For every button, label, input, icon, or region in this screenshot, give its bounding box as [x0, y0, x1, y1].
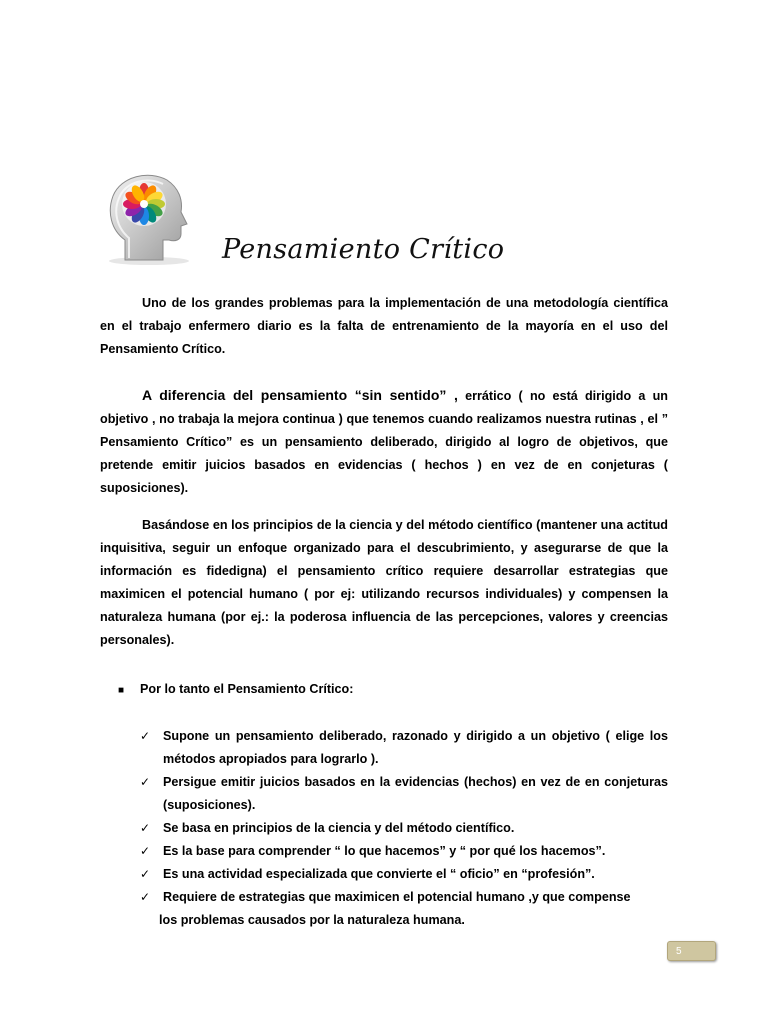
checkmark-icon: ✓ [140, 821, 151, 835]
square-bullet-icon: ■ [118, 685, 125, 696]
list-item [140, 840, 668, 863]
head-color-wheel-icon [103, 168, 195, 266]
page-number-badge: 5 [667, 941, 716, 961]
list-item-text: Requiere de estrategias que maximicen el potencial humano ,y que compense [163, 890, 631, 904]
page-title: Pensamiento Crítico [222, 234, 505, 265]
checkmark-icon: ✓ [140, 844, 151, 858]
paragraph-difference [100, 384, 668, 500]
paragraph-difference-body: errático ( no está dirigido a un objetivo , no trabaja la mejora continua ) que tenemos cuando realizamos nuestra rutinas , el ” Pensamiento Crítico” es un pensamiento deliberado, dirigido al logro de objetivos, que pretende emitir juicios basados en evidencias ( hechos ) en vez de en conjeturas ( suposiciones). [100, 389, 668, 495]
list-item-text: Es una actividad especializada que convierte el “ oficio” en “profesión”. [163, 867, 595, 881]
bullet-heading-text: Por lo tanto el Pensamiento Crítico: [140, 682, 354, 696]
list-item-text: Supone un pensamiento deliberado, razonado y dirigido a un objetivo ( elige los métodos apropiados para lograrlo ). [163, 729, 668, 766]
list-item [140, 886, 668, 932]
list-item-text: Se basa en principios de la ciencia y del método científico. [163, 821, 515, 835]
list-item-continuation: los problemas causados por la naturaleza humana. [159, 913, 465, 927]
list-item [140, 817, 668, 840]
paragraph-difference-lead: A diferencia del pensamiento “sin sentido” , [142, 387, 458, 403]
list-item-text: Persigue emitir juicios basados en la evidencias (hechos) en vez de en conjeturas (suposiciones). [163, 775, 668, 812]
bullet-heading [118, 679, 353, 701]
list-item [140, 863, 668, 886]
checkmark-icon: ✓ [140, 890, 151, 904]
checkmark-icon: ✓ [140, 775, 151, 789]
checkmark-icon: ✓ [140, 867, 151, 881]
list-item [140, 771, 668, 817]
checklist [140, 725, 668, 932]
paragraph-intro: Uno de los grandes problemas para la implementación de una metodología científica en el trabajo enfermero diario es la falta de entrenamiento de la mayoría en el uso del Pensamiento Crítico. [100, 296, 668, 356]
list-item-text: Es la base para comprender “ lo que hacemos” y “ por qué los hacemos”. [163, 844, 606, 858]
list-item [140, 725, 668, 771]
checkmark-icon: ✓ [140, 729, 151, 743]
paragraph-basis: Basándose en los principios de la ciencia y del método científico (mantener una actitud inquisitiva, seguir un enfoque organizado para el descubrimiento, y asegurarse de que la información es fidedigna) el pensamiento crítico requiere desarrollar estrategias que maximicen el potencial humano ( por ej: utilizando recursos individuales) y compensen la naturaleza humana (por ej.: la poderosa influencia de las percepciones, valores y creencias personales). [100, 518, 668, 647]
